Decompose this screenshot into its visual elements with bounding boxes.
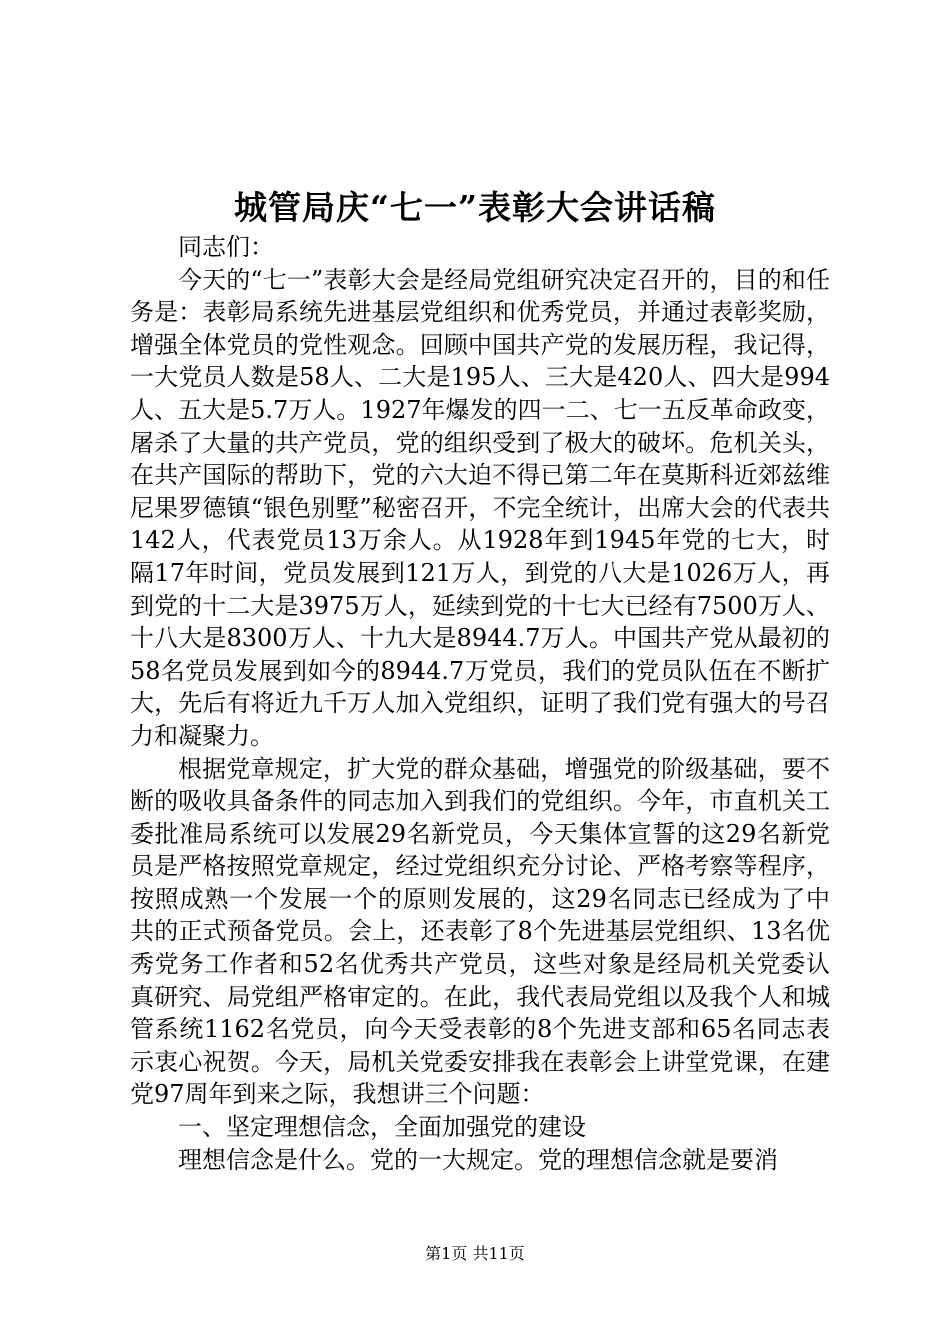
paragraph-3: 理想信念是什么。党的一大规定。党的理想信念就是要消: [178, 1145, 778, 1174]
paragraph-1: 今天的“七一”表彰大会是经局党组研究决定召开的，目的和任务是：表彰局系统先进基层党组织和优秀党员，并通过表彰奖励，增强全体党员的党性观念。回顾中国共产党的发展历程，我记得，一大党员人数是58人、二大是195人、三大是420人、四大是994人、五大是5.7万人。1927年爆发的四一二、七一五反革命政变，屠杀了大量的共产党员，党的组织受到了极大的破坏。危机关头，在共产国际的帮助下，党的六大迫不得已第二年在莫斯科近郊兹维尼果罗德镇“银色别墅”秘密召开，不完全统计，出席大会的代表共142人，代表党员13万余人。从1928年到1945年党的七大，时隔17年时间，党员发展到121万人，到党的八大是1026万人，再到党的十二大是3975万人，延续到党的十七大已经有7500万人、十八大是8300万人、十九大是8944.7万人。中国共产党从最初的58名党员发展到如今的8944.7万党员，我们的党员队伍在不断扩大，先后有将近九千万人加入党组织，证明了我们党有强大的号召力和凝聚力。: [130, 265, 830, 750]
paragraph-2: 根据党章规定，扩大党的群众基础，增强党的阶级基础，要不断的吸收具备条件的同志加入到我们的党组织。今年，市直机关工委批准局系统可以发展29名新党员，今天集体宣誓的这29名新党员是严格按照党章规定，经过党组织充分讨论、严格考察等程序，按照成熟一个发展一个的原则发展的，这29名同志已经成为了中共的正式预备党员。会上，还表彰了8个先进基层党组织、13名优秀党务工作者和52名优秀共产党员，这些对象是经局机关党委认真研究、局党组严格审定的。在此，我代表局党组以及我个人和城管系统1162名党员，向今天受表彰的8个先进支部和65名同志表示衷心祝贺。今天，局机关党委安排我在表彰会上讲堂党课，在建党97周年到来之际，我想讲三个问题：: [130, 754, 830, 1109]
section-heading: 一、坚定理想信念，全面加强党的建设: [178, 1113, 586, 1142]
page-footer: 第1页 共11页: [425, 1244, 525, 1263]
document-body: [130, 231, 830, 1176]
document-title: 城管局庆“七一”表彰大会讲话稿: [234, 188, 716, 227]
salutation: 同志们：: [178, 233, 274, 261]
